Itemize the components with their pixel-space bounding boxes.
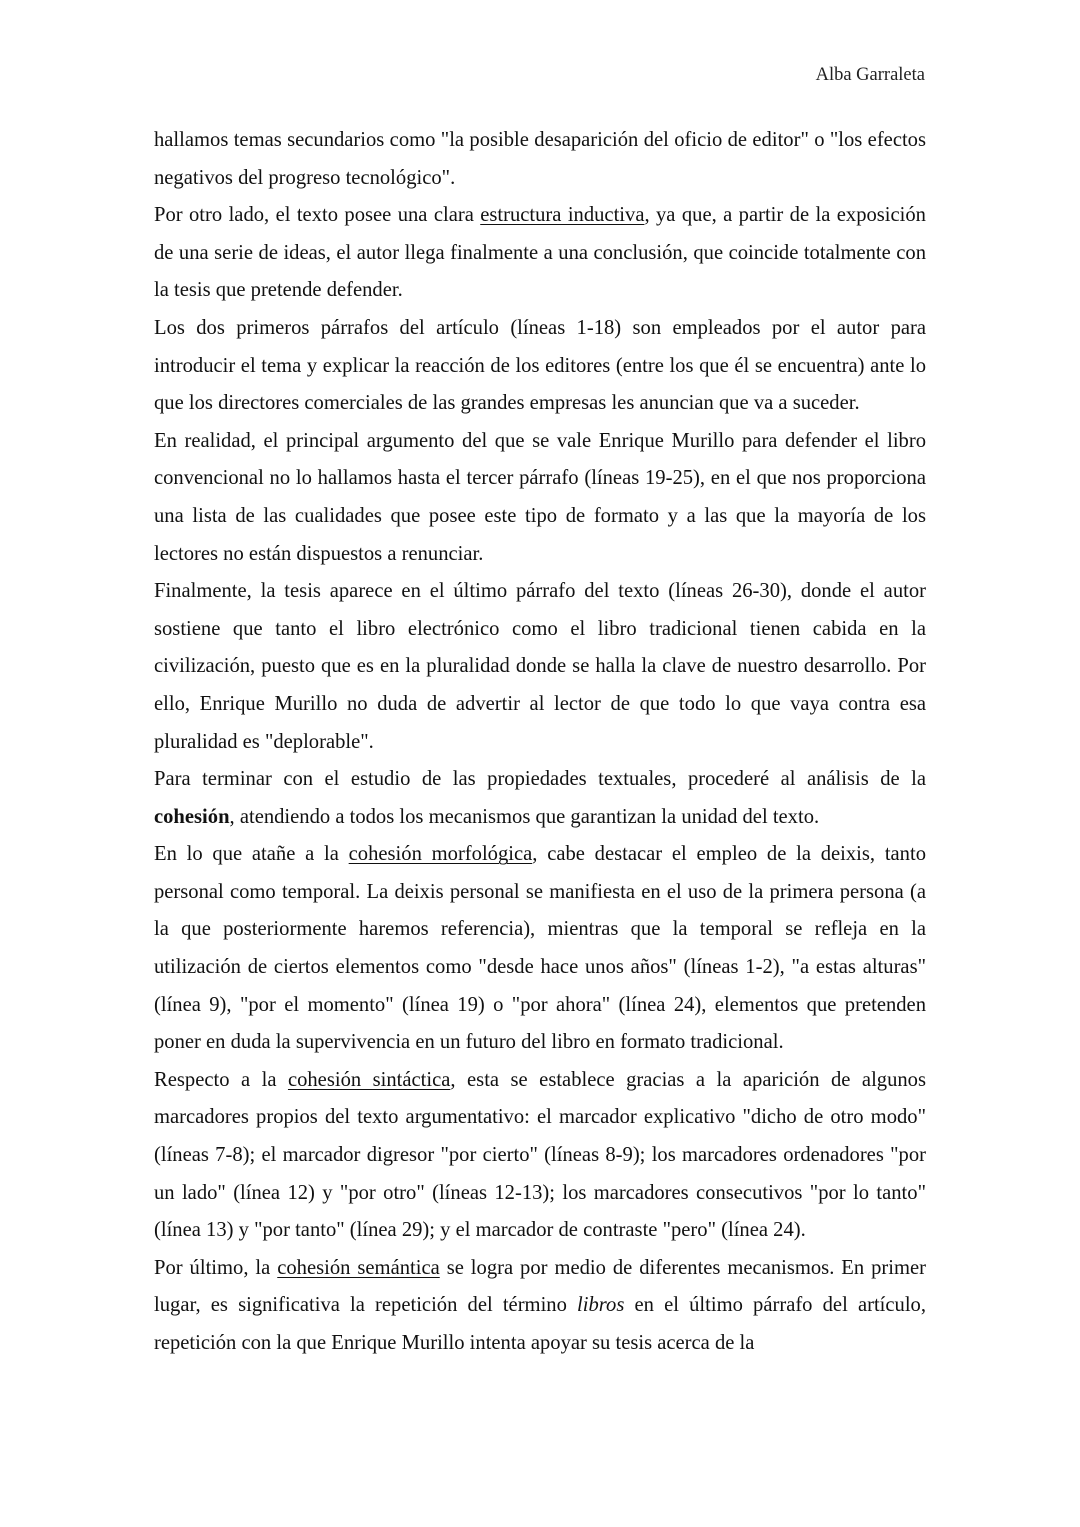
paragraph-7 xyxy=(154,836,926,1062)
term-libros: libros xyxy=(577,1294,625,1317)
paragraph-2-text-b: , ya que, a partir de la exposición de una serie de ideas, el autor llega finalmente a una conclusión, que coincide totalmente con la tesis que pretende defender. xyxy=(154,204,926,302)
paragraph-2-text-a: Por otro lado, el texto posee una clara xyxy=(154,204,481,227)
paragraph-1: hallamos temas secundarios como "la posible desaparición del oficio de editor" o "los efectos negativos del progreso tecnológico". xyxy=(154,129,926,189)
paragraph-9-text-c: en el último párrafo del artículo, repetición con la que Enrique Murillo intenta apoyar su tesis acerca de la xyxy=(154,1294,926,1354)
paragraph-2 xyxy=(154,197,926,310)
term-cohesion-semantica: cohesión semántica xyxy=(277,1256,440,1279)
paragraph-8-text-a: Respecto a la xyxy=(154,1068,288,1091)
paragraph-3: Los dos primeros párrafos del artículo (líneas 1-18) son empleados por el autor para introducir el tema y explicar la reacción de los editores (entre los que él se encuentra) ante lo que los directores comerciales de las grandes empresas les anuncian que va a suceder. xyxy=(154,316,926,415)
paragraph-9-text-b: se logra por medio de diferentes mecanismos. En primer lugar, es significativa la repetición del término xyxy=(154,1256,927,1317)
paragraph-7-text-b: , cabe destacar el empleo de la deixis, tanto personal como temporal. La deixis personal se manifiesta en el uso de la primera persona (a la que posteriormente haremos referencia), mientras que la temporal se refleja en la utilización de ciertos elementos como "desde hace unos años" (líneas 1-2), "a estas alturas" (línea 9), "por el momento" (línea 19) o "por ahora" (línea 24), elementos que pretenden poner en duda la supervivencia en un futuro del libro en formato tradicional. xyxy=(154,843,926,1054)
paragraph-5: Finalmente, la tesis aparece en el último párrafo del texto (líneas 26-30), donde el autor sostiene que tanto el libro electrónico como el libro tradicional tienen cabida en la civilización, puesto que es en la pluralidad donde se halla la clave de nuestro desarrollo. Por ello, Enrique Murillo no duda de advertir al lector de que todo lo que vaya contra esa pluralidad es "deplorable". xyxy=(154,580,926,753)
paragraph-9 xyxy=(154,1250,926,1363)
paragraph-6-text-a: Para terminar con el estudio de las propiedades textuales, procederé al análisis de la xyxy=(154,768,926,791)
paragraph-6-text-b: , atendiendo a todos los mecanismos que garantizan la unidad del texto. xyxy=(229,805,820,828)
paragraph-6 xyxy=(154,761,926,836)
term-cohesion-morfologica: cohesión morfológica xyxy=(348,843,533,866)
paragraph-8 xyxy=(154,1062,926,1250)
paragraph-8-text-b: , esta se establece gracias a la aparición de algunos marcadores propios del texto argumentativo: el marcador explicativo "dicho de otro modo" (líneas 7-8); el marcador digresor "por cierto" (líneas 8-9); los marcadores ordenadores "por un lado" (línea 12) y "por otro" (líneas 12-13); los marcadores consecutivos "por lo tanto" (línea 13) y "por tanto" (línea 29); y el marcador de contraste "pero" (línea 24). xyxy=(154,1068,926,1242)
term-cohesion: cohesión xyxy=(154,805,230,828)
paragraph-9-text-a: Por último, la xyxy=(154,1256,278,1279)
term-estructura-inductiva: estructura inductiva xyxy=(480,204,645,227)
term-cohesion-sintactica: cohesión sintáctica xyxy=(287,1068,451,1091)
paragraph-7-text-a: En lo que atañe a la xyxy=(154,843,349,866)
page-header-author: Alba Garraleta xyxy=(815,65,925,85)
document-body xyxy=(154,122,926,1363)
paragraph-4: En realidad, el principal argumento del que se vale Enrique Murillo para defender el libro convencional no lo hallamos hasta el tercer párrafo (líneas 19-25), en el que nos proporciona una lista de las cualidades que posee este tipo de formato y a las que la mayoría de los lectores no están dispuestos a renunciar. xyxy=(154,429,926,565)
